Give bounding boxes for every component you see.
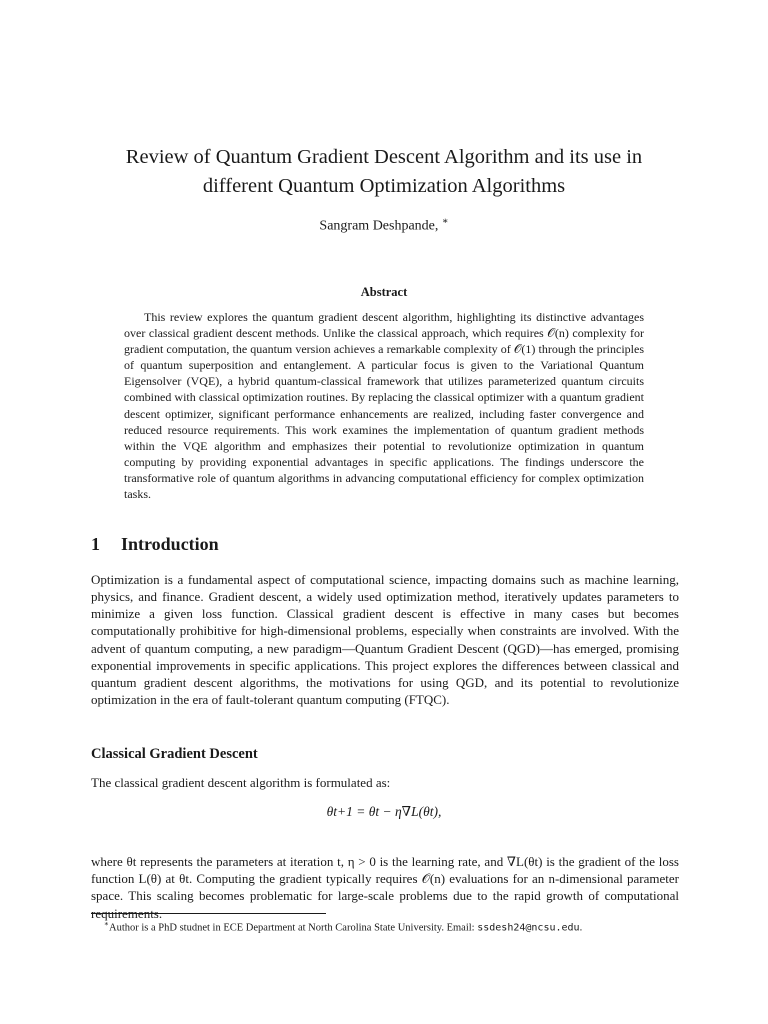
author-name: Sangram Deshpande, [319,218,439,234]
author-line [0,216,768,235]
footnote-end: . [579,922,583,934]
update-equation: θt+1 = θt − η∇L(θt), [326,804,442,819]
section-title: Introduction [121,534,219,554]
formulation-sentence: The classical gradient descent algorithm is formulated as: [91,775,391,790]
intro-paragraph: Optimization is a fundamental aspect of computational science, impacting domains such as machine learning, physics, and finance. Gradient descent, a widely used optimization method, iteratively updates parameters to minimize a given loss function. Classical gradient descent is effective in many cases but becomes computationally prohibitive for high-dimensional problems, especially when constraints are involved. With the advent of quantum computing, a new paradigm—Quantum Gradient Descent (QGD)—has emerged, promising exponential improvements in specific applications. This project explores the differences between classical and quantum gradient descent algorithms, the motivations for using QGD, and its potential to revolutionize optimization in the era of fault-tolerant quantum computing (FTQC). [91,572,679,708]
section-heading [91,534,219,555]
equation-explanation: where θt represents the parameters at iteration t, η > 0 is the learning rate, and ∇L(θt) is the gradient of the loss function L(θ) at θt. Computing the gradient typically requires 𝒪(n) evaluations for an n-dimensional parameter space. This scaling becomes problematic for large-scale problems due to the rapid growth of computational requirements. [91,854,679,921]
footnote-rule [91,913,326,914]
section-number: 1 [91,534,100,554]
footnote [104,919,582,934]
footnote-text: Author is a PhD studnet in ECE Department at North Carolina State University. Email: [109,922,478,934]
footnote-email: ssdesh24@ncsu.edu [477,922,580,934]
abstract-heading: Abstract [360,285,408,299]
title-line-1: Review of Quantum Gradient Descent Algorithm and its use in [125,146,643,168]
abstract-text: This review explores the quantum gradient descent algorithm, highlighting its distinctive advantages over classical gradient descent methods. Unlike the classical approach, which requires 𝒪(n) complexity for gradient computation, the quantum version achieves a remarkable complexity of 𝒪(1) through the principles of quantum superposition and entanglement. A particular focus is given to the Variational Quantum Eigensolver (VQE), a hybrid quantum-classical framework that utilizes parameterized quantum circuits combined with classical optimization routines. By replacing the classical optimizer with a quantum gradient descent optimizer, significant performance enhancements are realized, including faster convergence and reduced resource requirements. This work examines the implementation of quantum gradient methods within the VQE algorithm and emphasizes their potential to revolutionize optimization in quantum computing by providing exponential advantages in specific applications. The findings underscore the transformative role of quantum algorithms in advancing computational efficiency for complex optimization tasks. [124,310,644,502]
title-line-2: different Quantum Optimization Algorithms [202,175,566,197]
footnote-mark: ∗ [104,919,109,928]
subsection-heading: Classical Gradient Descent [91,746,258,762]
paper-title [60,143,708,201]
author-footnote-mark: ∗ [441,216,449,227]
